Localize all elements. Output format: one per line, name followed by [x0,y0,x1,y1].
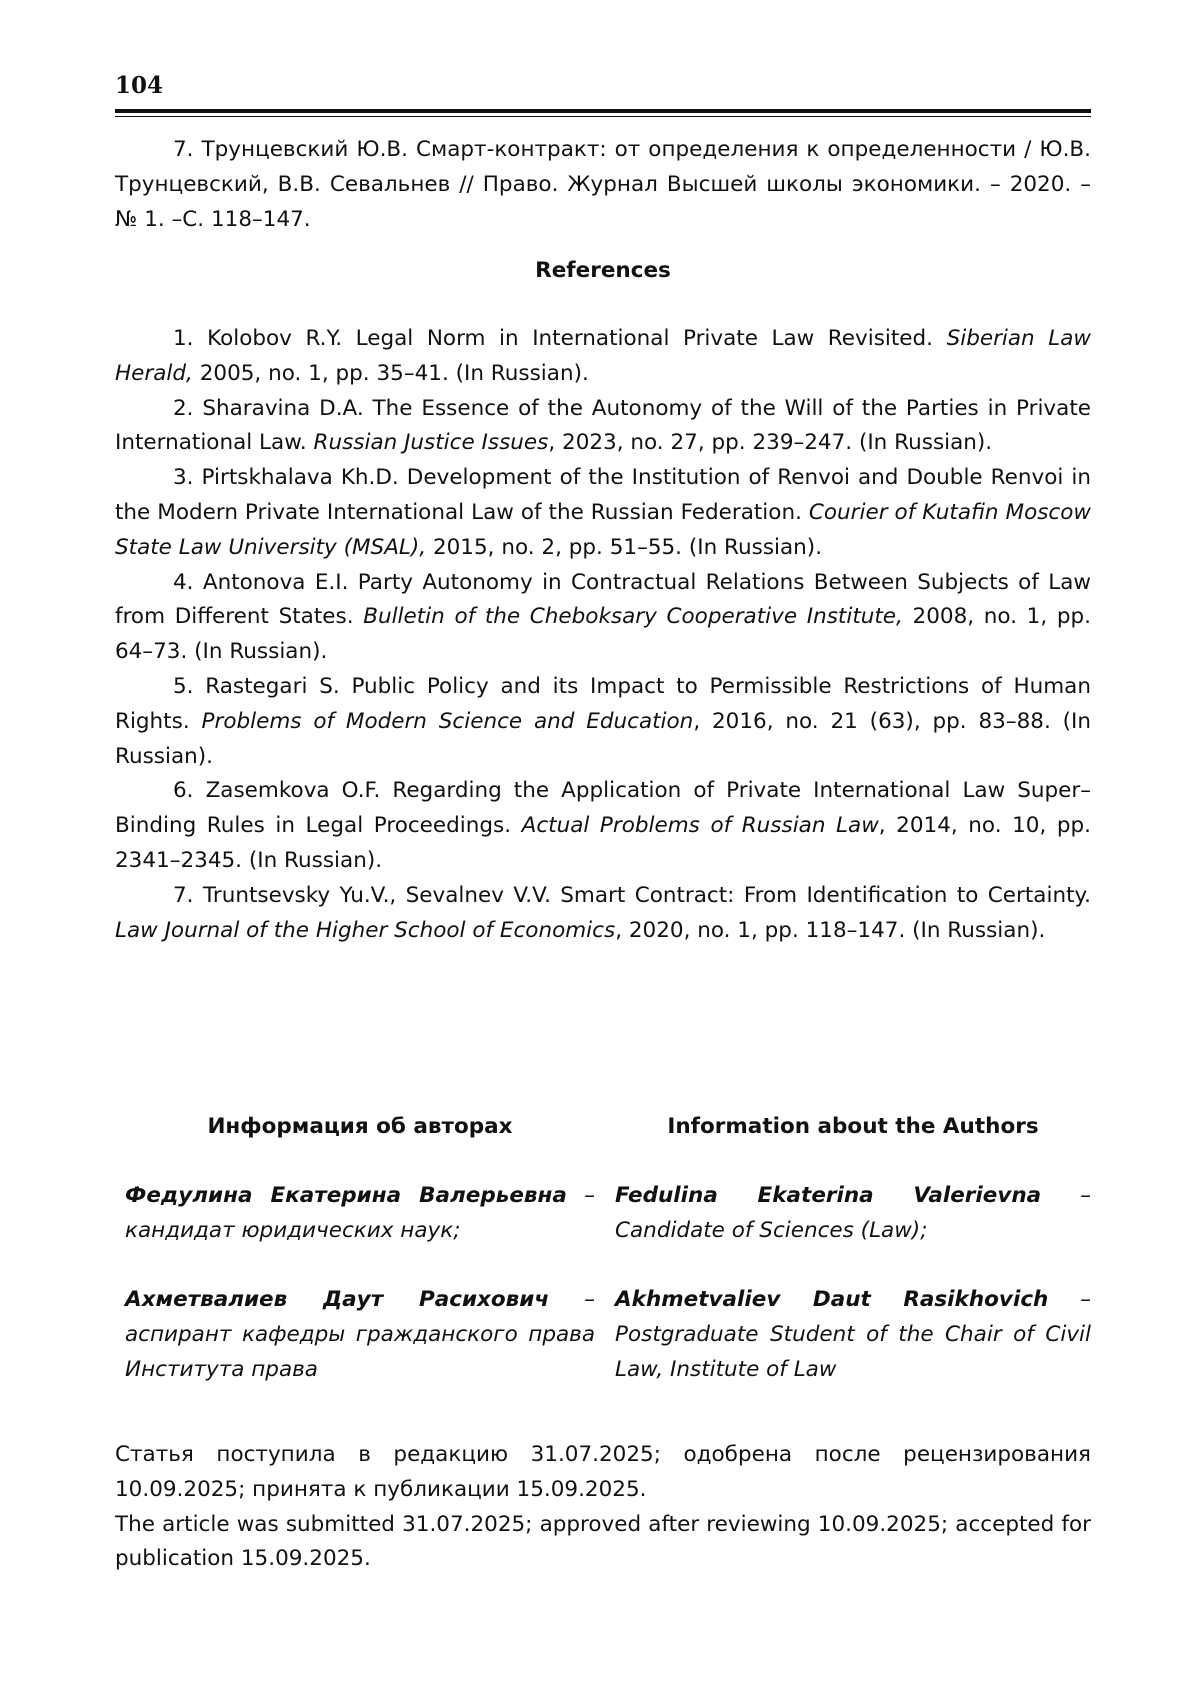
reference-item [115,461,1091,565]
authors-en-column [615,1110,1091,1423]
article-dates-en: The article was submitted 31.07.2025; approved after reviewing 10.09.2025; accepted for publication 15.09.2025. [115,1511,1091,1572]
reference-item [115,774,1091,878]
author-role: – аспирант кафедры гражданского права Института права [125,1287,596,1382]
author-entry [615,1179,1091,1249]
authors-ru-column [125,1110,595,1423]
page-number: 104 [115,72,164,99]
reference-details: , 2014, no. 10, pp. 2341–2345. (In Russian). [115,813,1091,873]
reference-journal: Law Journal of the Higher School of Economics [115,917,616,943]
russian-reference-list [115,133,1091,237]
reference-text: 4. Antonova E.I. Party Autonomy in Contractual Relations Between Subjects of Law from Different States. [115,569,1091,630]
reference-text: 6. Zasemkova O.F. Regarding the Application of Private International Law Super–Binding Rules in Legal Proceedings. [115,778,1091,839]
reference-details: , 2023, no. 27, pp. 239–247. (In Russian). [548,430,993,456]
author-role: – кандидат юридических наук; [125,1182,595,1243]
author-entry [615,1283,1091,1387]
reference-journal: Siberian Law Herald, [115,326,1091,386]
reference-text: 5. Rastegari S. Public Policy and its Impact to Permissible Restrictions of Human Rights. [115,673,1091,734]
reference-journal: Russian Justice Issues [313,430,549,456]
header-rule-thin [115,116,1091,117]
reference-text: 2. Sharavina D.A. The Essence of the Autonomy of the Will of the Parties in Private International Law. [115,395,1091,456]
reference-details: 2008, no. 1, pp. 64–73. (In Russian). [115,604,1091,665]
reference-item [115,392,1091,462]
author-name: Akhmetvaliev Daut Rasikhovich [615,1287,1049,1313]
author-name: Ахметвалиев Даут Расихович [125,1287,550,1313]
author-name: Федулина Екатерина Валерьевна [125,1182,567,1208]
reference-details: 2015, no. 2, pp. 51–55. (In Russian). [426,534,823,560]
author-name: Fedulina Ekaterina Valerievna [615,1182,1042,1208]
author-role: – Candidate of Sciences (Law); [615,1182,1091,1243]
reference-journal: Bulletin of the Cheboksary Cooperative Institute, [363,604,903,630]
reference-journal: Courier of Kutafin Moscow State Law University (MSAL), [115,499,1091,560]
russian-reference-7: 7. Трунцевский Ю.В. Смарт-контракт: от определения к определенности / Ю.В. Трунцевский, В.В. Севальнев // Право. Журнал Высшей школы экономики. – 2020. – № 1. –С. 118–147. [115,137,1091,232]
authors-ru-heading: Информация об авторах [207,1114,513,1139]
authors-en-heading: Information about the Authors [667,1114,1039,1139]
reference-item [115,879,1091,949]
author-entry [125,1283,595,1387]
author-role: – Postgraduate Student of the Chair of Civil Law, Institute of Law [615,1287,1091,1382]
reference-item [115,566,1091,670]
authors-section [115,1110,1091,1410]
article-dates-ru: Статья поступила в редакцию 31.07.2025; одобрена после рецензирования 10.09.2025; принята к публикации 15.09.2025. [115,1442,1091,1502]
reference-text: 3. Pirtskhalava Kh.D. Development of the Institution of Renvoi and Double Renvoi in the Modern Private International Law of the Russian Federation. [115,465,1091,525]
reference-item [115,670,1091,774]
reference-details: 2005, no. 1, pp. 35–41. (In Russian). [192,360,589,386]
reference-details: , 2020, no. 1, pp. 118–147. (In Russian). [615,917,1046,943]
reference-journal: Actual Problems of Russian Law [521,813,879,839]
article-dates [115,1438,1091,1577]
reference-item [115,322,1091,392]
reference-journal: Problems of Modern Science and Education [201,708,694,734]
reference-details: , 2016, no. 21 (63), pp. 83–88. (In Russian). [115,708,1091,769]
references-section [115,254,1091,289]
header-rule-thick [115,109,1091,113]
reference-text: 1. Kolobov R.Y. Legal Norm in International Private Law Revisited. [173,326,947,351]
references-heading: References [535,258,671,283]
reference-text: 7. Truntsevsky Yu.V., Sevalnev V.V. Smart Contract: From Identification to Certainty. [173,882,1091,908]
references-list [115,322,1091,948]
author-entry [125,1179,595,1249]
